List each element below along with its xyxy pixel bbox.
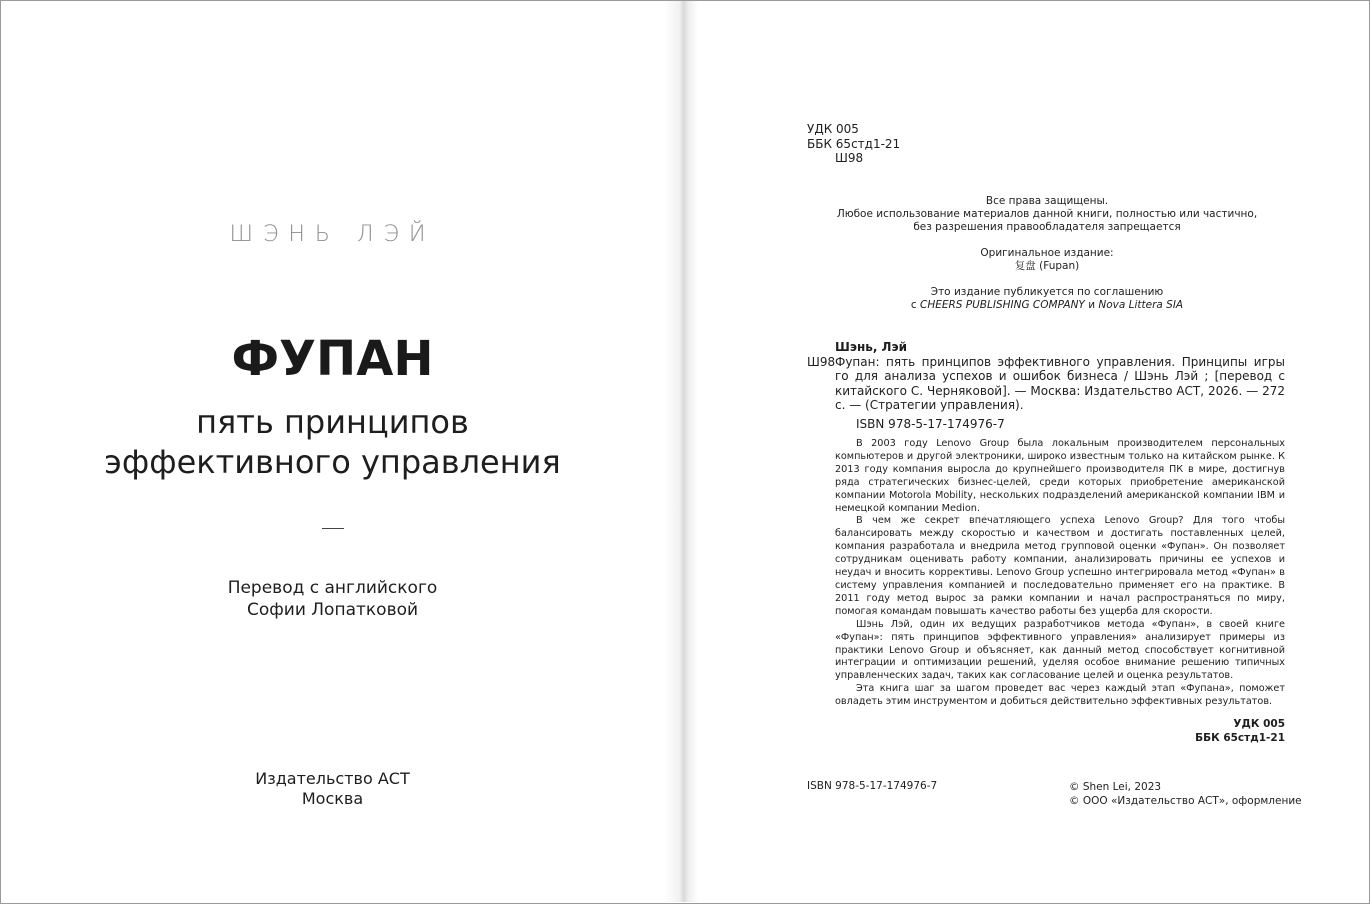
bib-author-mark: Ш98 [807, 354, 836, 369]
original-edition-label: Оригинальное издание: [980, 247, 1114, 259]
book-spine [664, 1, 698, 902]
annotation-paragraph: В чем же секрет впечатляющего успеха Lenovo Group? Для того чтобы балансировать между скоростью и качеством и достигать поставленных целей, компания разработала и внедрила метод групповой оценки «Фупан». Он позволяет сотрудникам оценивать работу компании, анализировать причины ее успехов и неудач и вносить коррективы. Lenovo Group успешно интегрировала метод «Фупан» в систему управления компанией и последовательно применяет его на практике. В 2011 году метод вырос за рамки компании и начал распространяться по миру, помогая командам повышать качество работы без ущерба для скорости. [835, 515, 1285, 617]
subtitle-line-1: пять принципов [196, 403, 469, 441]
bbk-code: ББК 65стд1-21 [807, 136, 901, 151]
publisher-city: Москва [301, 789, 364, 808]
rights-notice [808, 195, 1286, 325]
rights-line-2: Любое использование материалов данной книги, полностью или частично, [836, 208, 1258, 220]
publisher-block [1, 769, 664, 809]
translation-credit [1, 577, 664, 621]
right-page [698, 1, 1368, 902]
copyright-publisher: © ООО «Издательство АСТ», оформление [1069, 795, 1302, 807]
rights-line-3: без разрешения правообладателя запрещается [913, 221, 1181, 233]
annotation-codes [835, 717, 1285, 745]
original-edition-title: 复盘 (Fupan) [1014, 260, 1080, 272]
author-name: ШЭНЬ ЛЭЙ [229, 222, 436, 247]
left-page [1, 1, 664, 902]
agreement-and: и [1084, 299, 1099, 311]
translation-line-2: Софии Лопатковой [246, 600, 419, 620]
bib-author: Шэнь, Лэй [835, 340, 908, 354]
annotation-paragraph: Шэнь Лэй, один их ведущих разработчиков метода «Фупан», в своей книге «Фупан»: пять принципов эффективного управления» анализирует примеры из практики Lenovo Group и объясняет, как данный метод способствует когнитивной интеграции и оптимизации решений, уделяя особое внимание решению типичных управленческих задач, таких как согласование целей и оценка результатов. [835, 618, 1285, 682]
book-subtitle [1, 402, 664, 482]
classification-codes [807, 122, 900, 166]
author-mark: Ш98 [835, 151, 864, 165]
copyright-block [1069, 780, 1302, 808]
subtitle-line-2: эффективного управления [104, 443, 561, 481]
annotation-paragraph: Эта книга шаг за шагом проведет вас через каждый этап «Фупана», поможет овладеть этим инструментом и добиться действительно эффективных результатов. [835, 683, 1285, 708]
annotation-bbk: ББК 65стд1-21 [1195, 732, 1285, 744]
book-title: ФУПАН [231, 331, 434, 387]
bibliographic-record [807, 340, 1285, 431]
agreement-line-1: Это издание публикуется по соглашению [930, 286, 1164, 298]
copyright-author: © Shen Lei, 2023 [1069, 781, 1162, 793]
udk-code: УДК 005 [807, 122, 859, 136]
agreement-prefix: с [910, 299, 920, 311]
annotation-paragraph: В 2003 году Lenovo Group была локальным производителем персональных компьютеров и другой электроники, широко известным только на китайском рынке. К 2013 году компания выросла до крупнейшего производителя ПК в мире, достигнув ряда стратегических бизнес-целей, среди которых приобретение американской компании Motorola Mobility, нескольких подразделений американской компании IBM и немецкой компании Medion. [835, 438, 1285, 514]
agreement-company-1: CHEERS PUBLISHING COMPANY [919, 299, 1085, 311]
bib-description: Фупан: пять принципов эффективного управления. Принципы игры го для анализа успехов и ошибок бизнеса / Шэнь Лэй ; [перевод с китайского С. Черняковой]. — Москва: Издательство АСТ, 2026. — 272 с. — (Стратегии управления). [835, 354, 1285, 412]
title-divider [322, 528, 344, 529]
rights-line-1: Все права защищены. [985, 195, 1109, 207]
bib-isbn: ISBN 978-5-17-174976-7 [856, 416, 1005, 431]
translation-line-1: Перевод с английского [227, 578, 438, 598]
annotation-udk: УДК 005 [1233, 718, 1285, 730]
agreement-company-2: Nova Littera SIA [1098, 299, 1184, 311]
book-annotation [835, 438, 1285, 709]
publisher-name: Издательство АСТ [255, 769, 410, 788]
footer-isbn: ISBN 978-5-17-174976-7 [807, 780, 938, 792]
